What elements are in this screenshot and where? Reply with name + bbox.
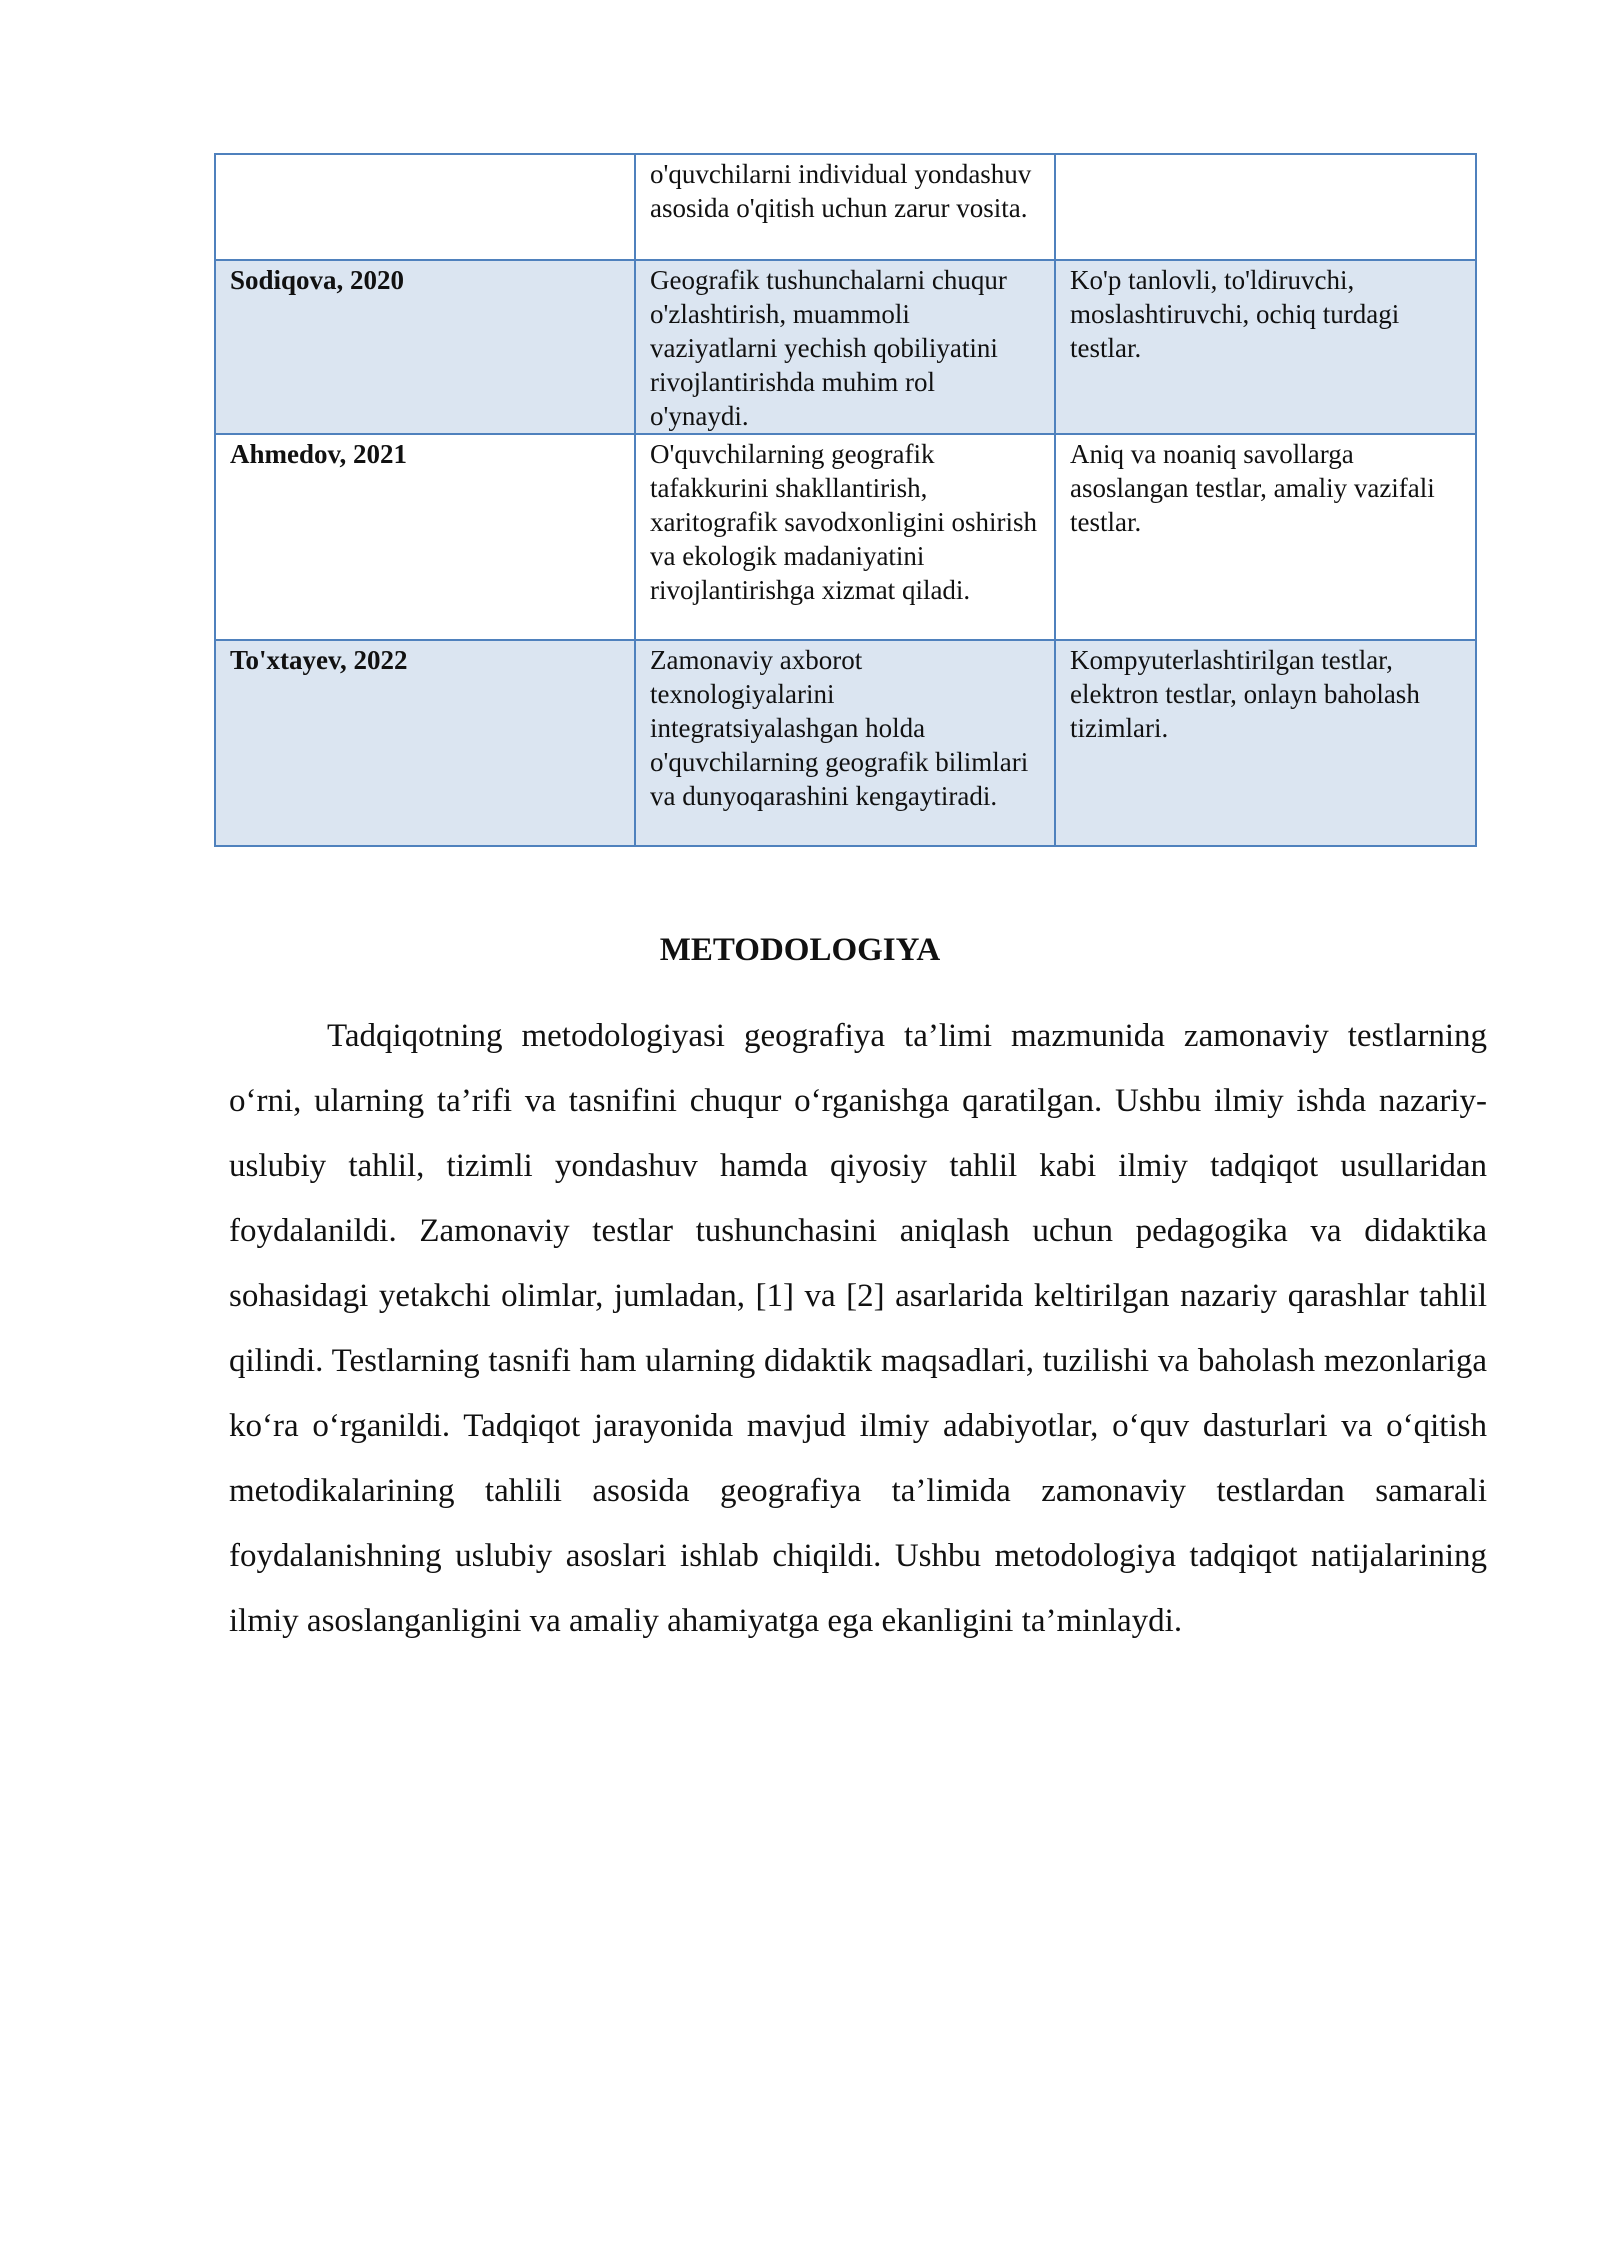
table-row: [215, 434, 1476, 640]
literature-review-table: [214, 153, 1477, 847]
description-cell: Geografik tushunchalarni chuqur o'zlashtirish, muammoli vaziyatlarni yechish qobiliyatini rivojlantirishda muhim rol o'ynaydi.: [635, 260, 1055, 434]
author-cell: To'xtayev, 2022: [215, 640, 635, 846]
description-cell: o'quvchilarni individual yondashuv asosida o'qitish uchun zarur vosita.: [635, 154, 1055, 260]
table-row: [215, 154, 1476, 260]
author-cell: Ahmedov, 2021: [215, 434, 635, 640]
description-cell: O'quvchilarning geografik tafakkurini shakllantirish, xaritografik savodxonligini oshirish va ekologik madaniyatini rivojlantirishga xizmat qiladi.: [635, 434, 1055, 640]
methodology-paragraph: Tadqiqotning metodologiyasi geografiya ta’limi mazmunida zamonaviy testlarning o‘rni, ularning ta’rifi va tasnifini chuqur o‘rganishga qaratilgan. Ushbu ilmiy ishda nazariy-uslubiy tahlil, tizimli yondashuv hamda qiyosiy tahlil kabi ilmiy tadqiqot usullaridan foydalanildi. Zamonaviy testlar tushunchasini aniqlash uchun pedagogika va didaktika sohasidagi yetakchi olimlar, jumladan, [1] va [2] asarlarida keltirilgan nazariy qarashlar tahlil qilindi. Testlarning tasnifi ham ularning didaktik maqsadlari, tuzilishi va baholash mezonlariga ko‘ra o‘rganildi. Tadqiqot jarayonida mavjud ilmiy adabiyotlar, o‘quv dasturlari va o‘qitish metodikalarining tahlili asosida geografiya ta’limida zamonaviy testlardan samarali foydalanishning uslubiy asoslari ishlab chiqildi. Ushbu metodologiya tadqiqot natijalarining ilmiy asoslanganligini va amaliy ahamiyatga ega ekanligini ta’minlaydi.: [229, 1018, 1487, 1639]
table-row: [215, 640, 1476, 846]
tests-cell: [1055, 154, 1476, 260]
tests-cell: Kompyuterlashtirilgan testlar, elektron testlar, onlayn baholash tizimlari.: [1055, 640, 1476, 846]
tests-cell: Ko'p tanlovli, to'ldiruvchi, moslashtiruvchi, ochiq turdagi testlar.: [1055, 260, 1476, 434]
section-heading: METODOLOGIYA: [659, 932, 941, 968]
author-cell: Sodiqova, 2020: [215, 260, 635, 434]
tests-cell: Aniq va noaniq savollarga asoslangan testlar, amaliy vazifali testlar.: [1055, 434, 1476, 640]
table-row: [215, 260, 1476, 434]
description-cell: Zamonaviy axborot texnologiyalarini integratsiyalashgan holda o'quvchilarning geografik bilimlari va dunyoqarashini kengaytiradi.: [635, 640, 1055, 846]
author-cell: [215, 154, 635, 260]
